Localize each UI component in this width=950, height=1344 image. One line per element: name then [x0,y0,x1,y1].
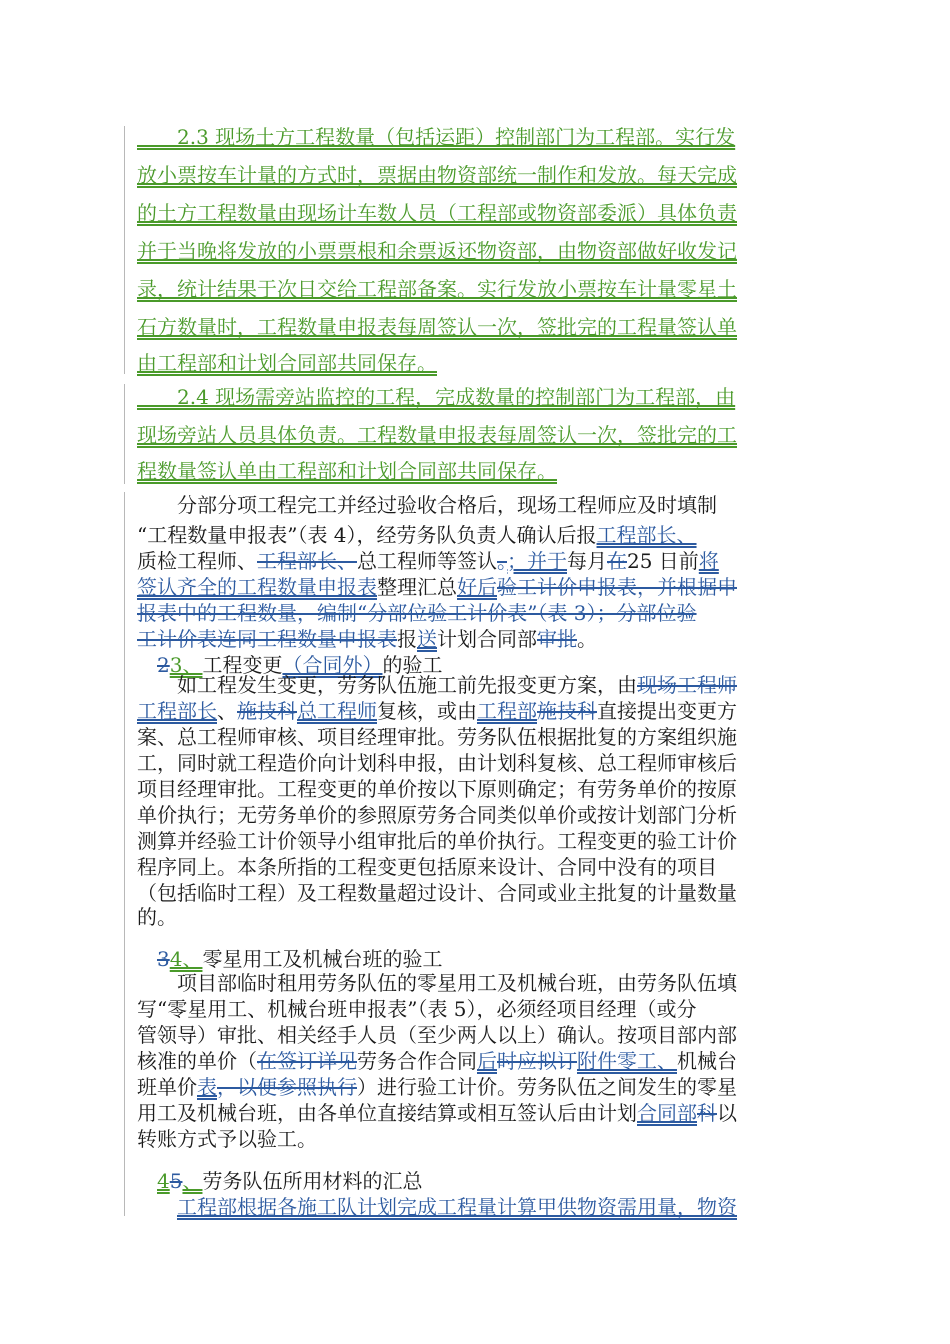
inserted-text: 的土方工程数量由现场计车数人员（工程部或物资部委派）具体负责 [137,201,737,225]
deleted-text: 2 [157,653,170,677]
text-line [137,946,809,972]
body-text: 工，同时就工程造价向计划科申报，由计划科复核、总工程师审核后 [137,751,737,775]
body-text: 直接提出变更方 [597,699,737,723]
inserted-text: 工程部根据各施工队计划完成工程量计算甲供物资需用量，物资 [177,1195,737,1219]
body-text: 每月 [567,549,607,573]
inserted-text: 送 [417,627,437,651]
inserted-text: 后 [477,1049,497,1073]
deleted-text: 审批 [537,627,577,651]
body-text: “工程数量申报表”（表 4），经劳务队负责人确认后报 [137,523,597,547]
body-text: 质检工程师、 [137,549,257,573]
deleted-text: 工计价表连同工程数量申报表 [137,627,397,651]
inserted-text: 4、 [169,947,203,971]
body-text: 写“零星用工、机械台班申报表”（表 5），必须经项目经理（或分 [137,997,697,1021]
body-text: 总工程师等签认 [357,549,497,573]
deleted-text: 验工计价申报表，并根据申 [497,575,737,599]
text-line [137,1194,809,1220]
inserted-text: 总工程师 [297,699,377,723]
body-text: 程序同上。本条所指的工程变更包括原来设计、合同中没有的项目 [137,855,717,879]
body-text: 劳务合作合同 [357,1049,477,1073]
text-line [137,600,809,626]
text-line [137,1048,809,1074]
body-text: 、 [217,699,237,723]
inserted-text: 现场旁站人员具体负责。工程数量申报表每周签认一次，签批完的工 [137,423,737,447]
deleted-text: 科 [697,1101,717,1125]
body-text: 计划合同部 [437,627,537,651]
body-text: 用工及机械台班，由各单位直接结算或相互签认后由计划 [137,1101,637,1125]
text-line [137,880,809,906]
body-text [137,1169,157,1193]
inserted-text: ；并于 [507,549,567,573]
text-line [137,522,809,548]
body-text: 案、总工程师审核、项目经理审批。劳务队伍根据批复的方案组织施 [137,725,737,749]
body-text: 转账方式予以验工。 [137,1127,317,1151]
inserted-text: 程数量签认单由工程部和计划合同部共同保存。 [137,459,557,483]
deleted-text: 施技科 [237,699,297,723]
text-line [137,626,809,652]
body-text: 测算并经验工计价领导小组审批后的单价执行。工程变更的验工计价 [137,829,737,853]
body-text: 工程变更 [202,653,283,677]
body-text: ）进行验工计价。劳务队伍之间发生的零星 [357,1075,737,1099]
text-line [137,904,809,930]
text-line [137,1126,809,1152]
body-text: 机械台 [677,1049,737,1073]
text-line [137,1022,809,1048]
text-line [137,698,809,724]
deleted-text: 3 [157,947,170,971]
deleted-text: 施技科 [537,699,597,723]
body-text: 以 [717,1101,737,1125]
text-line [137,1100,809,1126]
inserted-text: 4 [157,1169,170,1193]
text-line [137,276,809,302]
change-bar [124,126,125,374]
text-line [137,970,809,996]
inserted-text: 附件零工、 [577,1049,677,1073]
body-text: 单价执行；无劳务单价的参照原劳务合同类似单价或按计划部门分析 [137,803,737,827]
inserted-text: 放小票按车计量的方式时，票据由物资部统一制作和发放。每天完成 [137,163,737,187]
text-line [137,996,809,1022]
inserted-text: 工程部长 [137,699,217,723]
text-line [137,548,809,574]
text-line [137,458,809,484]
deleted-text: 时应拟订 [497,1049,577,1073]
body-text [137,947,157,971]
inserted-text: 石方数量时，工程数量申报表每周签认一次，签批完的工程量签认单 [137,315,737,339]
body-text: 劳务队伍所用材料的汇总 [202,1169,423,1193]
body-text: （包括临时工程）及工程数量超过设计、合同或业主批复的计量数量 [137,881,737,905]
body-text: 。 [577,627,597,651]
deleted-text: 。 [497,549,507,573]
text-line [137,350,809,376]
inserted-text: 由工程部和计划合同部共同保存。 [137,351,437,375]
change-bar [124,384,125,484]
inserted-text: 好后 [457,575,497,599]
body-text: 核准的单价（ [137,1049,257,1073]
text-line [137,162,809,188]
body-text: 分部分项工程完工并经过验收合格后，现场工程师应及时填制 [137,493,717,517]
inserted-text: 将 [698,549,719,573]
text-line [137,724,809,750]
text-line [137,384,809,410]
text-line [137,750,809,776]
body-text: 班单价 [137,1075,197,1099]
body-text: 项目部临时租用劳务队伍的零星用工及机械台班，由劳务队伍填 [137,971,737,995]
text-line [137,854,809,880]
deleted-text: 在签订详见 [257,1049,357,1073]
body-text: 的。 [137,905,177,929]
inserted-text: 2.4 现场需旁站监控的工程，完成数量的控制部门为工程部，由 [137,385,736,409]
body-text: 管领导）审批、相关经手人员（至少两人以上）确认。按项目部内部 [137,1023,737,1047]
deleted-text: 现场工程师 [637,673,737,697]
text-line [137,314,809,340]
body-text: 的验工 [382,653,443,677]
text-line [137,574,809,600]
body-text: 如工程发生变更，劳务队伍施工前先报变更方案，由 [137,673,637,697]
text-line [137,238,809,264]
body-text [137,1195,177,1219]
deleted-text: ，以便参照执行 [217,1075,357,1099]
body-text: 25 日前 [627,549,699,573]
inserted-text: 、 [182,1169,203,1193]
change-bar [124,492,125,1216]
inserted-text: 表 [197,1075,217,1099]
inserted-text: 3、 [169,653,203,677]
body-text: 项目经理审批。工程变更的单价按以下原则确定；有劳务单价的按原 [137,777,737,801]
text-line [137,422,809,448]
text-line [137,776,809,802]
inserted-text: 并于当晚将发放的小票票根和余票返还物资部，由物资部做好收发记 [137,239,737,263]
text-line [137,1168,809,1194]
text-line [137,1074,809,1100]
deleted-text: 5 [169,1169,183,1193]
text-line [137,828,809,854]
text-line [137,492,809,518]
text-line [137,672,809,698]
inserted-text: 工程部长、 [596,523,697,547]
inserted-text: （合同外） [282,653,383,677]
text-line [137,802,809,828]
deleted-text: 工程部长、 [257,549,357,573]
text-line [137,124,809,150]
body-text: 整理汇总 [377,575,457,599]
body-text: 复核，或由 [377,699,477,723]
body-text: 零星用工及机械台班的验工 [202,947,443,971]
body-text: 报 [397,627,417,651]
deleted-text: 在 [607,549,627,573]
inserted-text: 工程部 [477,699,537,723]
inserted-text: 签认齐全的工程数量申报表 [137,575,377,599]
inserted-text: 录，统计结果于次日交给工程部备案。实行发放小票按车计量零星土 [137,277,737,301]
deleted-text: 报表中的工程数量，编制“分部位验工计价表”（表 3）；分部位验 [137,601,697,625]
inserted-text: 合同部 [637,1101,697,1125]
inserted-text: 2.3 现场土方工程数量（包括运距）控制部门为工程部。实行发 [137,125,736,149]
text-line [137,200,809,226]
